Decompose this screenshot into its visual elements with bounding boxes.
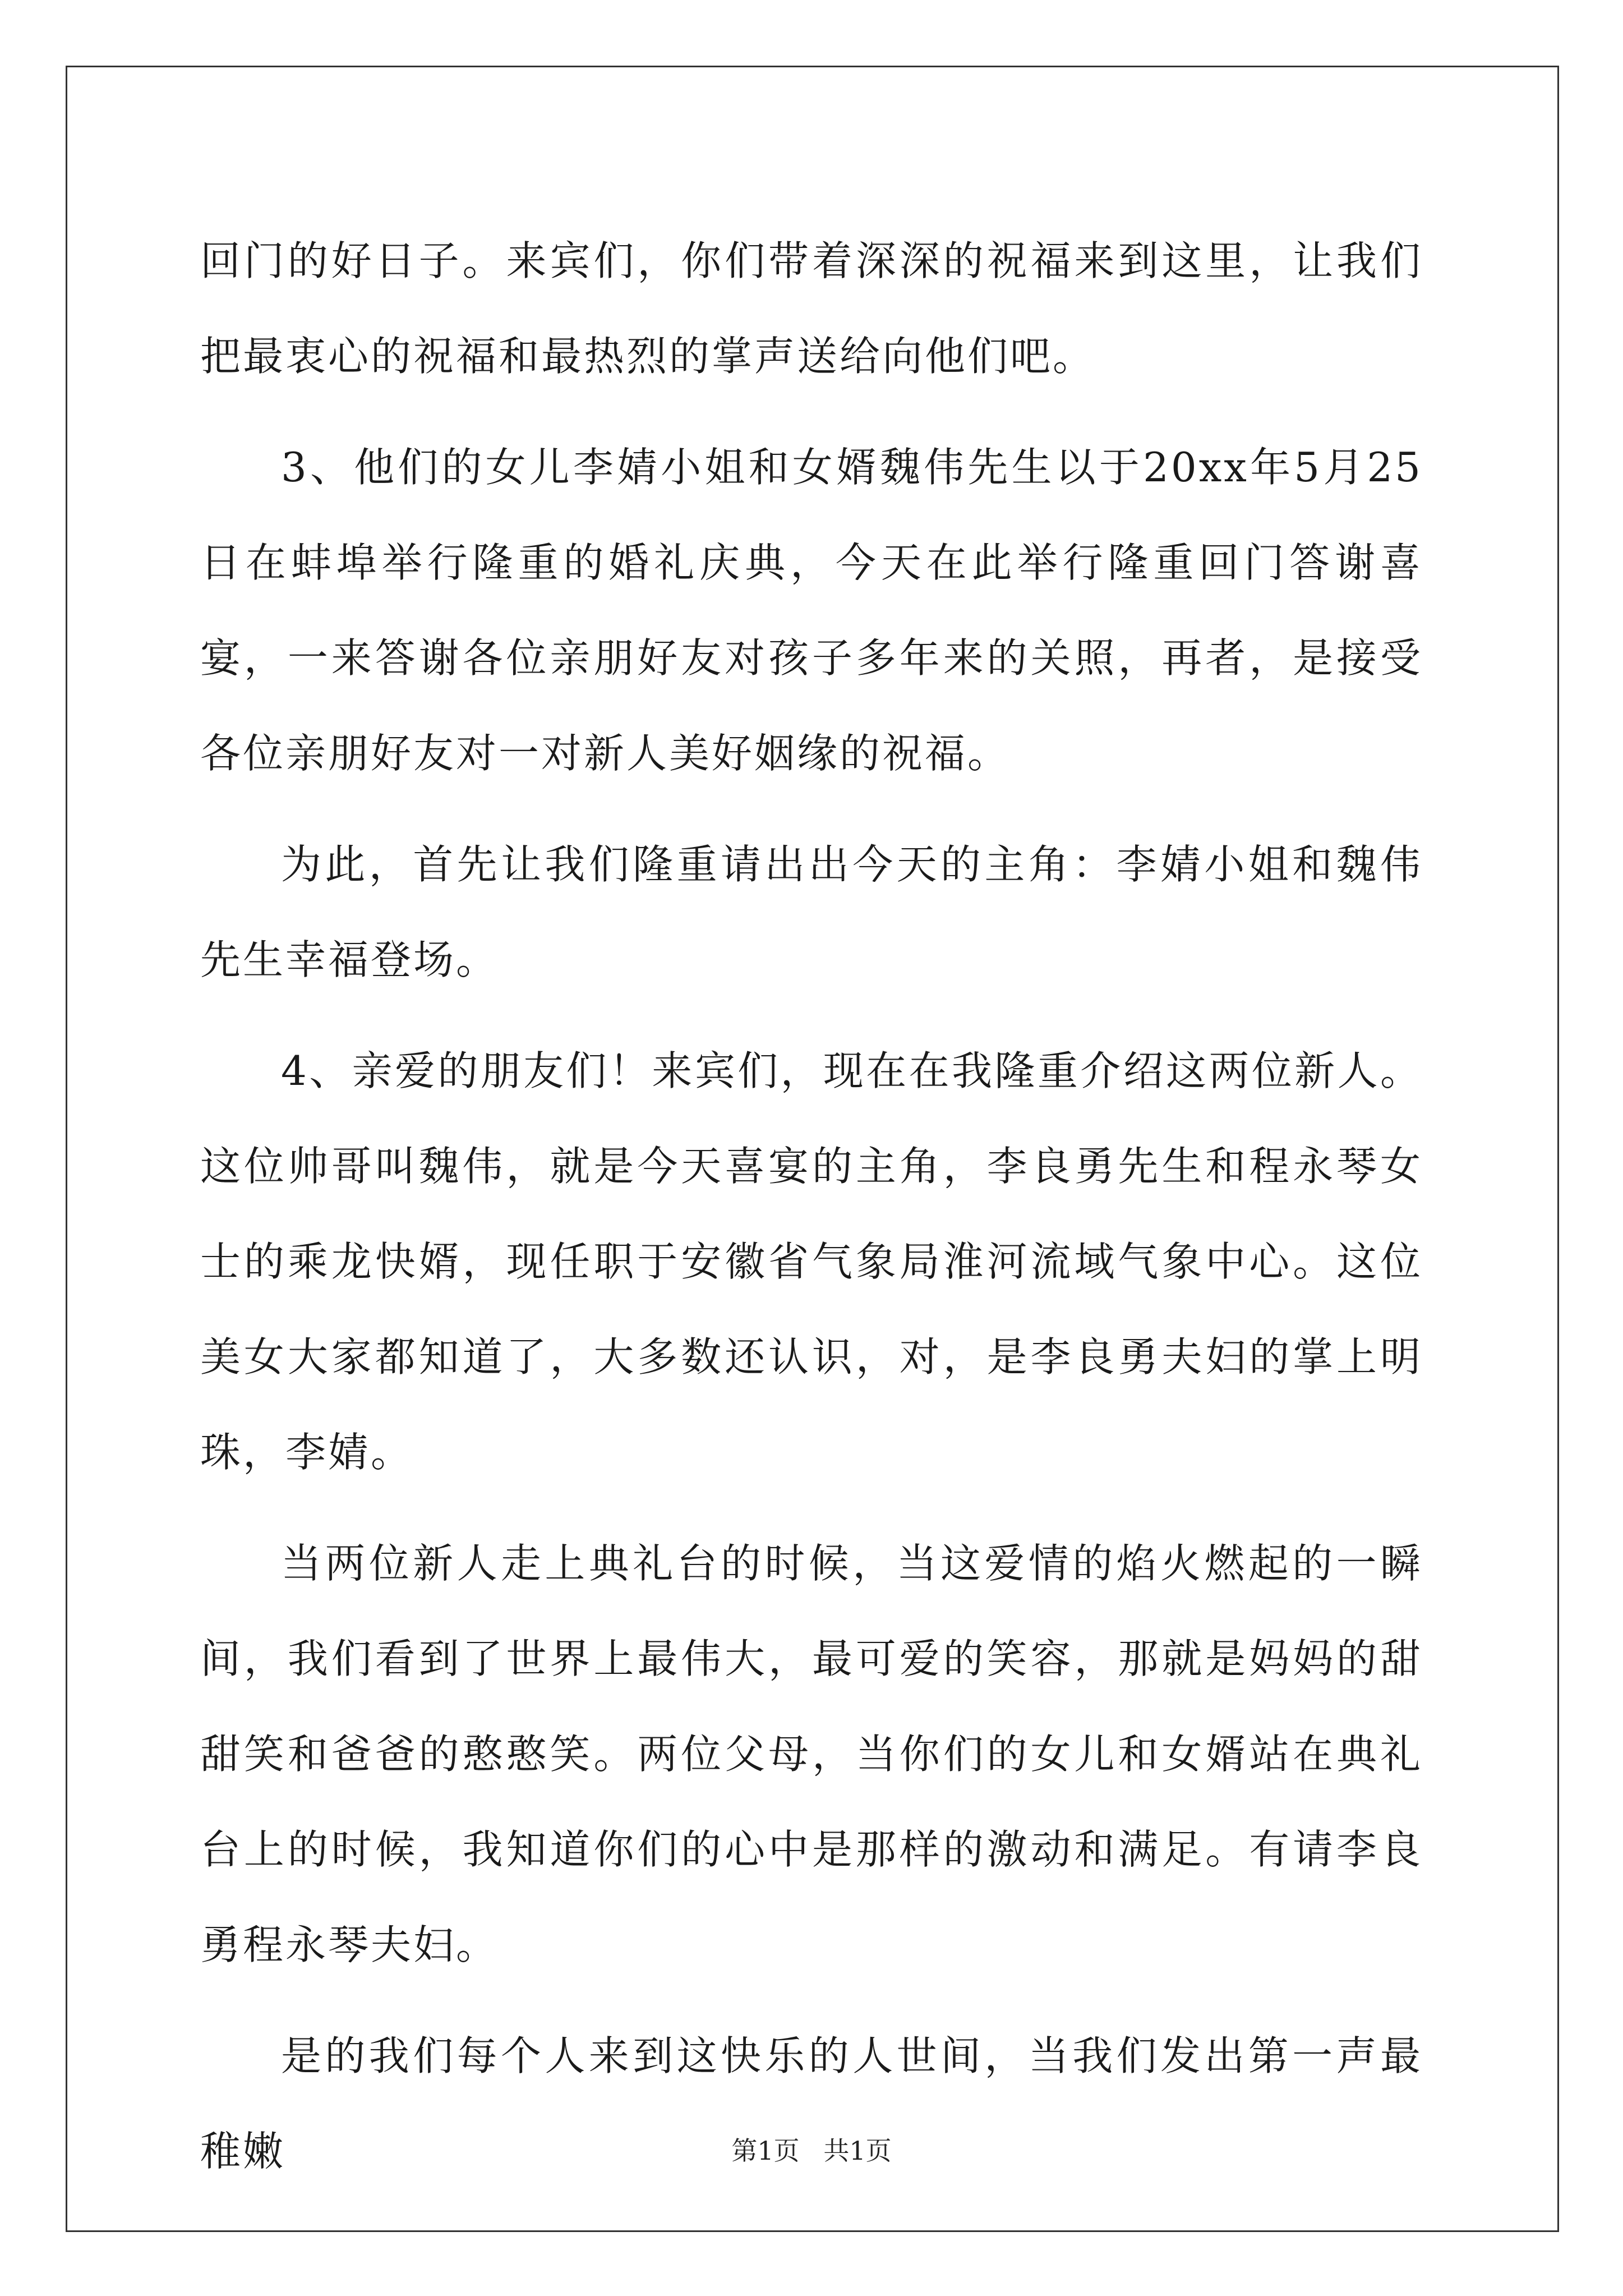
paragraph-5: 当两位新人走上典礼台的时候，当这爱情的焰火燃起的一瞬间，我们看到了世界上最伟大，最可爱的笑容，那就是妈妈的甜甜笑和爸爸的憨憨笑。两位父母，当你们的女儿和女婿站在典礼台上的时候，我知道你们的心中是那样的激动和满足。有请李良勇程永琴夫妇。 [200,1540,1423,1968]
paragraph-4: 4、亲爱的朋友们！来宾们，现在在我隆重介绍这两位新人。这位帅哥叫魏伟，就是今天喜宴的主角，李良勇先生和程永琴女士的乘龙快婿，现任职于安徽省气象局淮河流域气象中心。这位美女大家都知道了，大多数还认识，对，是李良勇夫妇的掌上明珠，李婧。 [200,1047,1423,1476]
paragraph-1: 回门的好日子。来宾们，你们带着深深的祝福来到这里，让我们把最衷心的祝福和最热烈的掌声送给向他们吧。 [200,237,1423,380]
page-footer [0,2134,1623,2168]
paragraph-6: 是的我们每个人来到这快乐的人世间，当我们发出第一声最稚嫩 [200,2032,1423,2175]
paragraph-2: 3、他们的女儿李婧小姐和女婿魏伟先生以于20xx年5月25日在蚌埠举行隆重的婚礼庆典，今天在此举行隆重回门答谢喜宴，一来答谢各位亲朋好友对孩子多年来的关照，再者，是接受各位亲朋好友对一对新人美好姻缘的祝福。 [200,444,1423,777]
document-body [200,213,1423,2215]
page-number: 第1页 [731,2136,800,2166]
page-total: 共1页 [823,2136,892,2166]
paragraph-3: 为此，首先让我们隆重请出出今天的主角：李婧小姐和魏伟先生幸福登场。 [200,841,1423,983]
